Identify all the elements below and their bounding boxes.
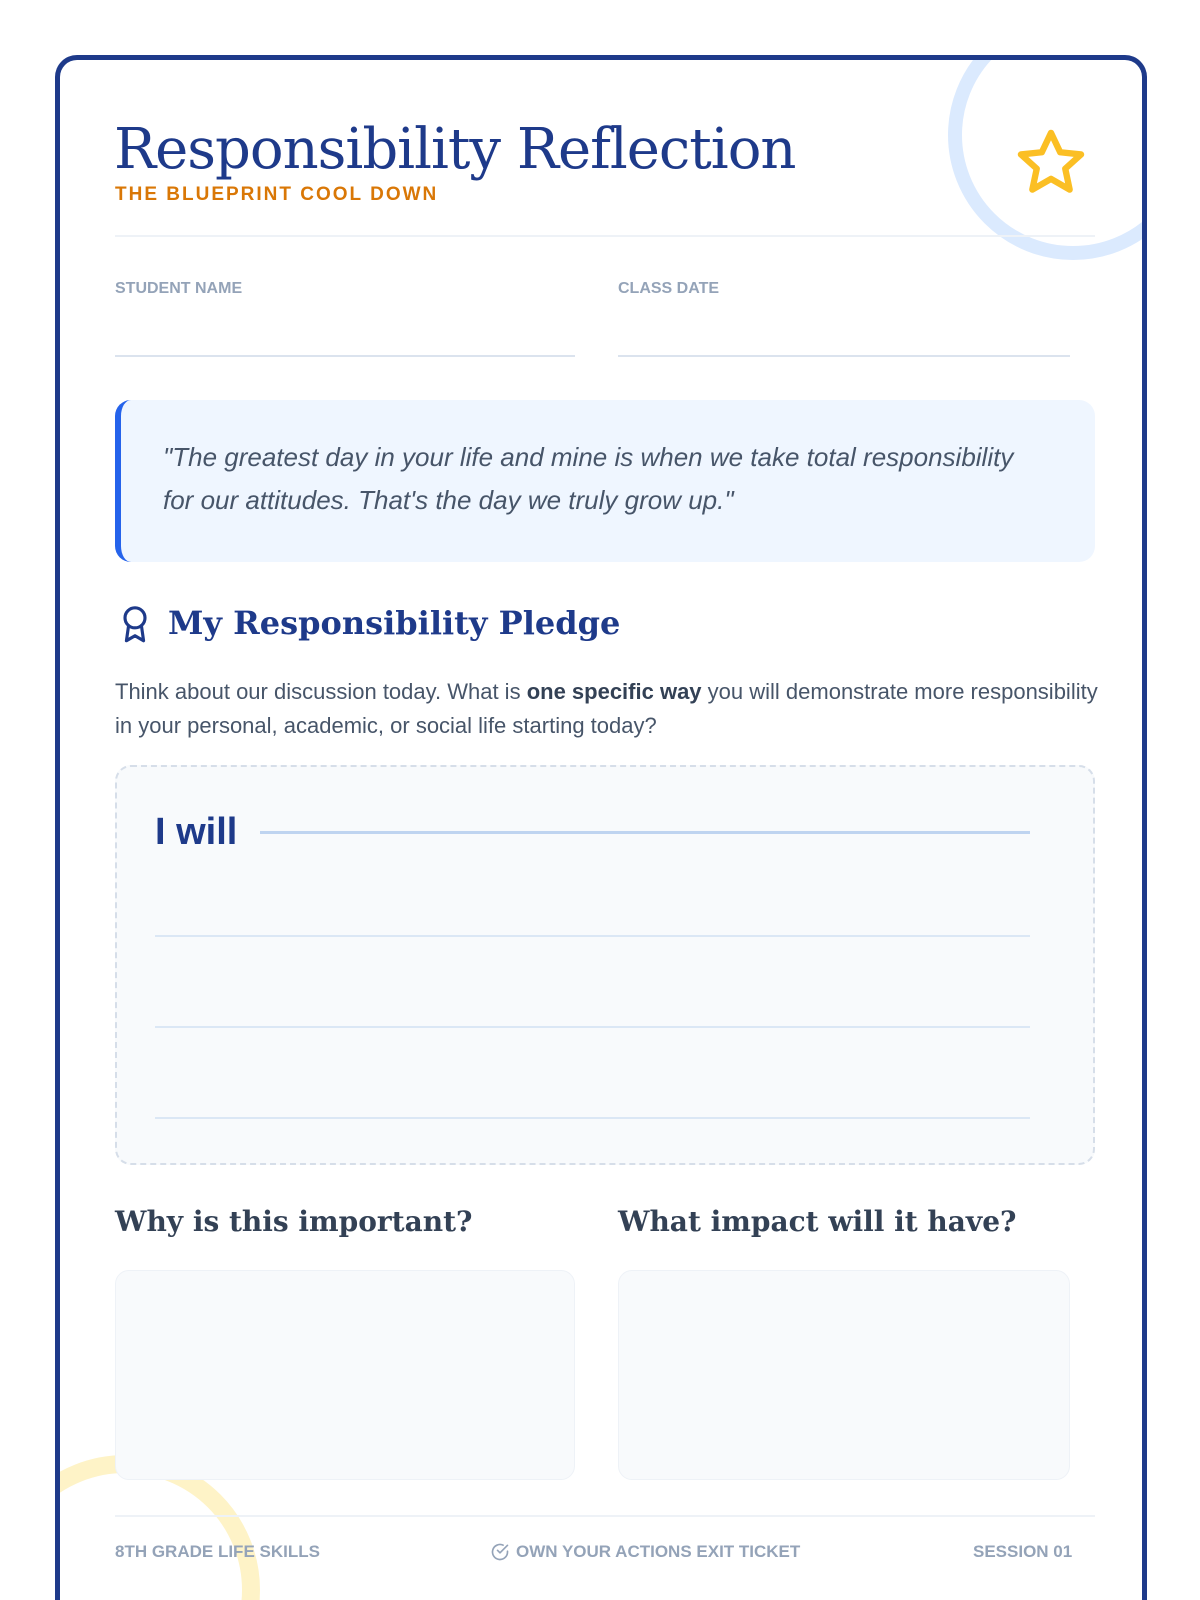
prompt-text-start: Think about our discussion today. What is [115, 679, 527, 704]
footer-ticket-label: OWN YOUR ACTIONS EXIT TICKET [516, 1542, 801, 1561]
pledge-writing-area[interactable] [115, 765, 1095, 1165]
student-name-label: STUDENT NAME [115, 280, 243, 297]
award-ribbon-icon [117, 605, 153, 645]
pledge-title: My Responsibility Pledge [168, 604, 621, 642]
pledge-line-4[interactable] [155, 1117, 1030, 1119]
pledge-line-3[interactable] [155, 1026, 1030, 1028]
footer-session: SESSION 01 [973, 1542, 1073, 1561]
impact-question: What impact will it have? [618, 1205, 1017, 1238]
prompt-emphasis: one specific way [526, 679, 702, 704]
impact-answer-box[interactable] [618, 1270, 1070, 1480]
footer-divider [115, 1515, 1095, 1517]
check-circle-icon [490, 1542, 510, 1562]
pledge-line-1[interactable] [260, 831, 1030, 834]
pledge-line-2[interactable] [155, 935, 1030, 937]
page-subtitle: THE BLUEPRINT COOL DOWN [115, 184, 439, 205]
footer-grade: 8TH GRADE LIFE SKILLS [115, 1542, 320, 1561]
quote-box [115, 400, 1095, 562]
page-title: Responsibility Reflection [114, 117, 796, 182]
why-answer-box[interactable] [115, 1270, 575, 1480]
prompt-text-end: you will demonstrate more responsibility in your personal, academic, or social life starting today? [115, 679, 1098, 738]
quote-text: "The greatest day in your life and mine is when we take total responsibility for our attitudes. That's the day we truly grow up." [163, 442, 1014, 515]
pledge-prompt [115, 675, 1100, 743]
exit-ticket-card [55, 55, 1147, 1600]
why-question: Why is this important? [115, 1205, 473, 1238]
pledge-starter: I will [155, 811, 238, 853]
header-divider [115, 235, 1095, 237]
student-name-field[interactable] [115, 355, 575, 357]
class-date-field[interactable] [618, 355, 1070, 357]
footer-ticket [490, 1542, 800, 1562]
class-date-label: CLASS DATE [618, 280, 720, 297]
star-icon [1013, 125, 1089, 201]
